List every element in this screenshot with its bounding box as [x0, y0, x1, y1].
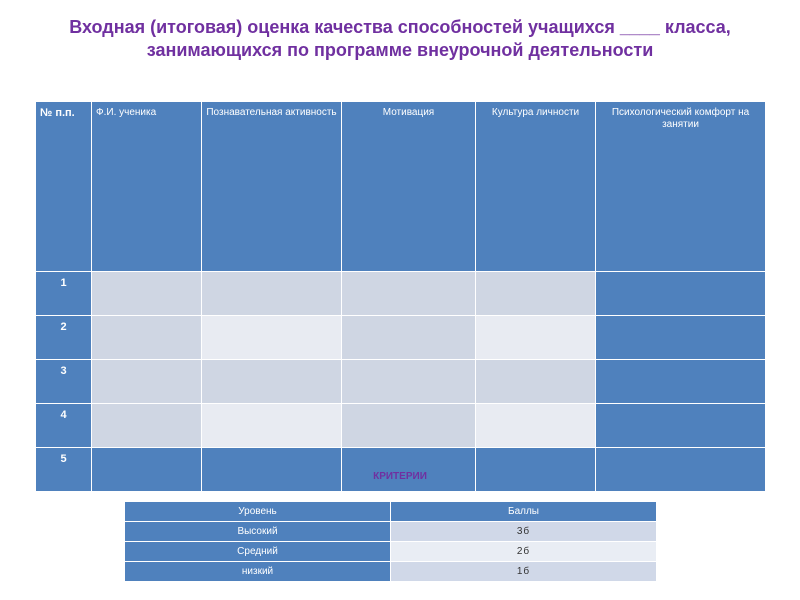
cell-cognitive-activity[interactable] [202, 272, 342, 316]
cell-student-name[interactable] [92, 404, 202, 448]
cell-cognitive-activity[interactable] [202, 404, 342, 448]
criteria-row [125, 522, 657, 542]
header-motivation: Мотивация [342, 102, 476, 272]
title-line-2: занимающихся по программе внеурочной деятельности [146, 40, 654, 60]
table-row [36, 316, 766, 360]
criteria-level: Средний [125, 542, 391, 562]
row-number: 1 [36, 272, 92, 316]
cell-cognitive-activity[interactable] [202, 360, 342, 404]
header-row [36, 102, 766, 272]
row-number: 3 [36, 360, 92, 404]
page-title [20, 16, 780, 62]
cell-personal-culture[interactable] [476, 316, 596, 360]
row-number: 5 [36, 448, 92, 492]
row-number: 2 [36, 316, 92, 360]
cell-personal-culture[interactable] [476, 272, 596, 316]
cell-student-name[interactable] [92, 448, 202, 492]
cell-cognitive-activity[interactable] [202, 448, 342, 492]
criteria-level: низкий [125, 562, 391, 582]
header-cognitive-activity: Познавательная активность [202, 102, 342, 272]
cell-psychological-comfort[interactable] [596, 272, 766, 316]
cell-psychological-comfort[interactable] [596, 360, 766, 404]
criteria-header-score: Баллы [391, 502, 657, 522]
assessment-table [35, 101, 766, 492]
cell-motivation[interactable] [342, 448, 476, 492]
header-psychological-comfort: Психологический комфорт на занятии [596, 102, 766, 272]
cell-cognitive-activity[interactable] [202, 316, 342, 360]
cell-personal-culture[interactable] [476, 448, 596, 492]
cell-student-name[interactable] [92, 316, 202, 360]
header-personal-culture: Культура личности [476, 102, 596, 272]
criteria-level: Высокий [125, 522, 391, 542]
cell-motivation[interactable] [342, 272, 476, 316]
cell-psychological-comfort[interactable] [596, 316, 766, 360]
table-row [36, 404, 766, 448]
table-row [36, 272, 766, 316]
criteria-header-row [125, 502, 657, 522]
table-row [36, 360, 766, 404]
criteria-score: 2б [391, 542, 657, 562]
cell-psychological-comfort[interactable] [596, 448, 766, 492]
criteria-table [124, 501, 657, 582]
cell-personal-culture[interactable] [476, 360, 596, 404]
cell-motivation[interactable] [342, 360, 476, 404]
cell-student-name[interactable] [92, 360, 202, 404]
criteria-heading: КРИТЕРИИ [373, 471, 427, 482]
criteria-row [125, 542, 657, 562]
title-line-1: Входная (итоговая) оценка качества способностей учащихся ____ класса, [69, 17, 731, 37]
criteria-score: 1б [391, 562, 657, 582]
row-number: 4 [36, 404, 92, 448]
header-student-name: Ф.И. ученика [92, 102, 202, 272]
cell-psychological-comfort[interactable] [596, 404, 766, 448]
header-num: № п.п. [36, 102, 92, 272]
criteria-row [125, 562, 657, 582]
criteria-header-level: Уровень [125, 502, 391, 522]
table-row [36, 448, 766, 492]
cell-motivation[interactable] [342, 404, 476, 448]
cell-motivation[interactable] [342, 316, 476, 360]
cell-personal-culture[interactable] [476, 404, 596, 448]
criteria-score: 3б [391, 522, 657, 542]
cell-student-name[interactable] [92, 272, 202, 316]
